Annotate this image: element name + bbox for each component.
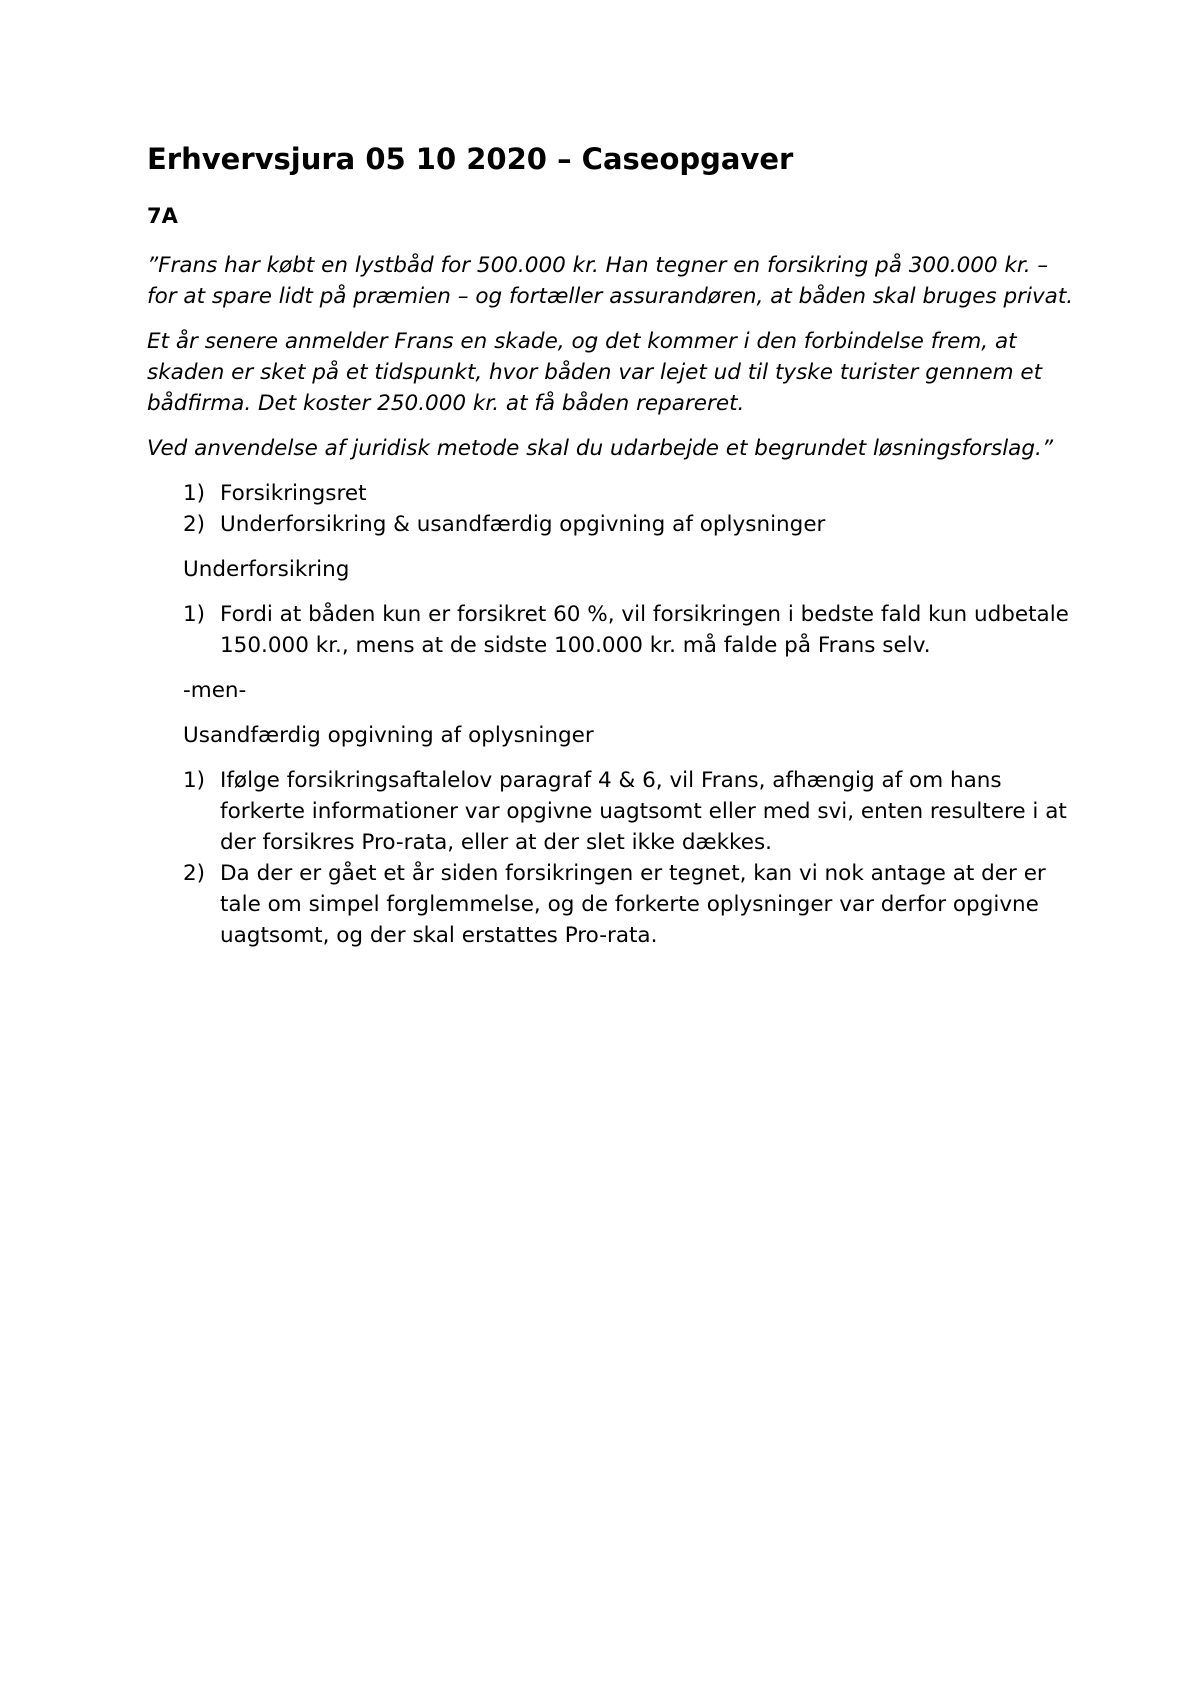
list-number: 2) <box>183 512 206 538</box>
list-item <box>183 509 1080 540</box>
list-item <box>183 599 1080 661</box>
usandfaerdig-list <box>183 765 1080 951</box>
list-text: Forsikringsret <box>220 481 367 507</box>
section-heading-underforsikring: Underforsikring <box>183 557 350 583</box>
list-item <box>183 478 1080 509</box>
list-text: Ifølge forsikringsaftalelov paragraf 4 & 6, vil Frans, afhængig af om hans forkerte informationer var opgivne uagtsomt eller med svi, enten resultere i at der forsikres Pro-rata, eller at der slet ikke dækkes. <box>220 768 1067 856</box>
underforsikring-list <box>183 599 1080 661</box>
list-number: 1) <box>183 602 206 628</box>
separator-text: -men- <box>183 678 247 704</box>
answer-section <box>183 478 1080 951</box>
section-heading-usandfaerdig: Usandfærdig opgivning af oplysninger <box>183 723 594 749</box>
case-paragraph: Et år senere anmelder Frans en skade, og det kommer i den forbindelse frem, at skaden er sket på et tidspunkt, hvor båden var lejet ud til tyske turister gennem et bådfirma. Det koster 250.000 kr. at få båden repareret. <box>147 329 1043 417</box>
list-number: 2) <box>183 861 206 887</box>
case-number: 7A <box>147 203 178 228</box>
list-item <box>183 858 1080 951</box>
list-item <box>183 765 1080 858</box>
list-number: 1) <box>183 768 206 794</box>
list-text: Da der er gået et år siden forsikringen er tegnet, kan vi nok antage at der er tale om simpel forglemmelse, og de forkerte oplysninger var derfor opgivne uagtsomt, og der skal erstattes Pro-rata. <box>220 861 1046 949</box>
document-title: Erhvervsjura 05 10 2020 – Caseopgaver <box>147 142 794 176</box>
list-text: Fordi at båden kun er forsikret 60 %, vil forsikringen i bedste fald kun udbetale 150.000 kr., mens at de sidste 100.000 kr. må falde på Frans selv. <box>220 602 1069 659</box>
topics-list <box>183 478 1080 540</box>
list-text: Underforsikring & usandfærdig opgivning af oplysninger <box>220 512 826 538</box>
list-number: 1) <box>183 481 206 507</box>
case-paragraph: ”Frans har købt en lystbåd for 500.000 kr. Han tegner en forsikring på 300.000 kr. – for at spare lidt på præmien – og fortæller assurandøren, at båden skal bruges privat. <box>147 253 1074 310</box>
case-paragraph: Ved anvendelse af juridisk metode skal du udarbejde et begrundet løsningsforslag.” <box>147 436 1053 462</box>
case-text <box>147 250 1080 464</box>
